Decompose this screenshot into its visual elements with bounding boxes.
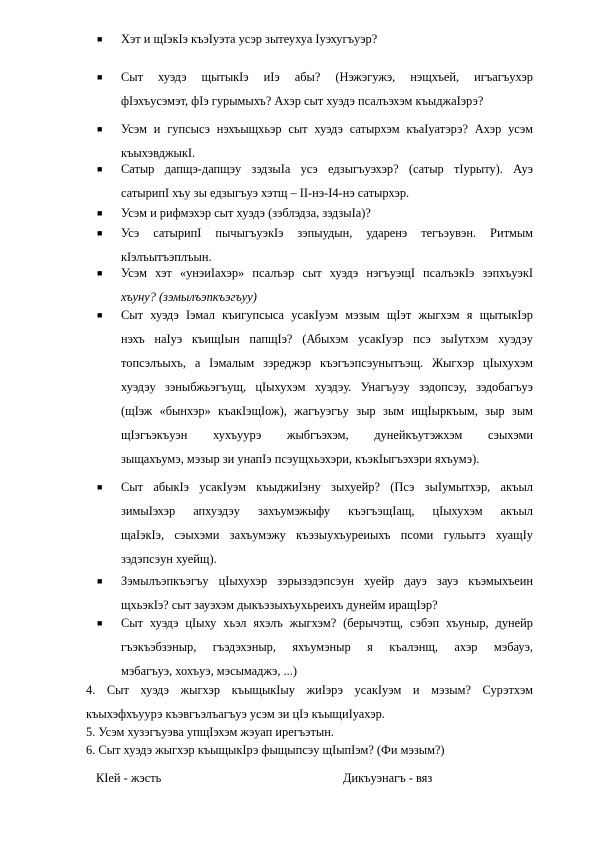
item-line: зэдэпсэун хуейщ). (121, 552, 217, 566)
list-item (121, 306, 533, 469)
item-line: (щIэж «бынхэр» къакIэщIож), жагъуэгъу зыр зым ищIыркъым, зыр зым (121, 404, 533, 418)
item-line: хуэдэу зэныбжьэгъущ, цIыхухэм хуэдэу. Унагъуэу зэдопсэу, зэдобагъуэ (121, 380, 533, 394)
bullet-marker: ■ (97, 268, 103, 278)
list-item (121, 30, 533, 49)
item-line: Хэт и щIэкIэ къэIуэта усэр зытеухуа Iуэхугъуэр? (121, 32, 378, 46)
list-item (121, 68, 533, 111)
numbered-item (86, 681, 533, 724)
bullet-marker: ■ (97, 310, 103, 320)
item-line: Усэ сатырипI пычыгъуэкIэ зэпыудын, ударенэ тегъэувэн. Ритмым (121, 226, 533, 240)
list-item (121, 204, 533, 223)
item-line: Сыт хуэдэ Iэмал къигупсыса усакIуэм мэзым щIэт жыгхэм я щытыкIэр (121, 308, 533, 322)
item-line: Усэм и гупсысэ нэхъыщхьэр сыт хуэдэ сатырхэм къаIуатэрэ? Ахэр усэм (121, 122, 533, 136)
item-line: хъуну? (зэмылъэпкъэгъуу) (121, 290, 257, 304)
item-line: сатырипI хъу зы едзыгъуэ хэтщ – II-нэ-I4-нэ сатырхэр. (121, 186, 410, 200)
list-item (121, 120, 533, 163)
item-line: гъэкъэбзэныр, гъэдэхэныр, яхъумэныр я къалэнщ, ахэр мэбауэ, (121, 640, 533, 654)
bullet-marker: ■ (97, 208, 103, 218)
list-item (121, 614, 533, 681)
item-line: щаIэкIэ, сэыхэми захъумэжу къэзыухъуреиыхъ псоми гульытэ хуащIу (121, 528, 533, 542)
list-item (121, 572, 533, 615)
list-item (121, 264, 533, 307)
item-line: Сатыр дапщэ-дапщэу зэдзыIа усэ едзыгъуэхэр? (сатыр тIурыту). Ауэ (121, 162, 533, 176)
item-line: Усэм и рифмэхэр сыт хуэдэ (зэблэдза, зэдзыIа)? (121, 206, 371, 220)
item-line: мэбагъуэ, хохъуэ, мэсымаджэ, ...) (121, 664, 297, 678)
bullet-marker: ■ (97, 228, 103, 238)
item-line: къыхэфхъуурэ къэвгъэлъагъуэ усэм зи цIэ къыщиIуахэр. (86, 707, 385, 721)
bullet-marker: ■ (97, 618, 103, 628)
bullet-marker: ■ (97, 34, 103, 44)
item-line: 4. Сыт хуэдэ жыгхэр къыщыкIыу жиIэрэ усакIуэм и мэзым? Сурэтхэм (86, 683, 533, 697)
bullet-marker: ■ (97, 72, 103, 82)
item-line: щхьэкIэ? сыт зауэхэм дыкъэзыхъухьреихъ дунейм иращIэр? (121, 598, 438, 612)
bullet-marker: ■ (97, 124, 103, 134)
item-line: топсэлъыхъ, а Iэмалым зэреджэр къэгъэпсэунытъэщ. Жыгхэр цIыхухэм (121, 356, 533, 370)
item-line: Усэм хэт «унэиIахэр» псалъэр сыт хуэдэ нэгъуэщI псалъэкIэ зэпхъуэкI (121, 266, 533, 280)
footer-term-left: КIей - жэсть (96, 771, 162, 785)
item-line: Сыт хуэдэ щытыкIэ иIэ абы? (Нэжэгужэ, нэщхъей, игъагъухэр (121, 70, 533, 84)
item-line: 6. Сыт хуэдэ жыгхэр къыщыкIрэ фыщыпсэу щIыпIэм? (Фи мэзым?) (86, 743, 445, 757)
list-item (121, 160, 533, 203)
item-line: фIэхъусэмэт, фIэ гурымыхъ? Ахэр сыт хуэдэ псалъэхэм къыджаIэрэ? (121, 94, 484, 108)
numbered-item (86, 723, 533, 742)
numbered-item (86, 741, 533, 760)
list-item (121, 224, 533, 267)
item-line: зыщахъумэ, мэзыр зи унапIэ псэущхьэхэри, къэкIыгъэхэри яхъумэ). (121, 452, 480, 466)
item-line: кIэлъытъэплъын. (121, 250, 212, 264)
bullet-marker: ■ (97, 482, 103, 492)
list-item (121, 478, 533, 569)
bullet-marker: ■ (97, 576, 103, 586)
item-line: щIэгъэкъуэн хухъуурэ жыбгъэхэм, дунейкъутэжхэм сэыхэми (121, 428, 533, 442)
item-line: 5. Усэм хузэгъуэва упщIэхэм жэуап ирегъэтын. (86, 725, 334, 739)
bullet-marker: ■ (97, 164, 103, 174)
item-line: Сыт хуэдэ цIыху хьэл яхэлъ жыгхэм? (берычэтщ, сэбэп хъуныр, дунейр (121, 616, 533, 630)
item-line: зимыIэхэр апхуэдэу захъумэжыфу къэгъэщIащ, цIыхухэм акъыл (121, 504, 533, 518)
item-line: Зэмылъэпкъэгъу цIыхухэр зэрызэдэпсэун хуейр дауэ зауэ къэмыхъеин (121, 574, 533, 588)
item-line: къыхэвджыкI. (121, 146, 196, 160)
item-line: нэхъ наIуэ къищIын папщIэ? (Абыхэм усакIуэр псэ зыIутхэм хуэдэу (121, 332, 533, 346)
item-line: Сыт абыкIэ усакIуэм къыджиIэну зыхуейр? (Псэ зыIумытхэр, акъыл (121, 480, 533, 494)
footer-term-right: Дикъуэнагъ - вяз (343, 771, 433, 785)
